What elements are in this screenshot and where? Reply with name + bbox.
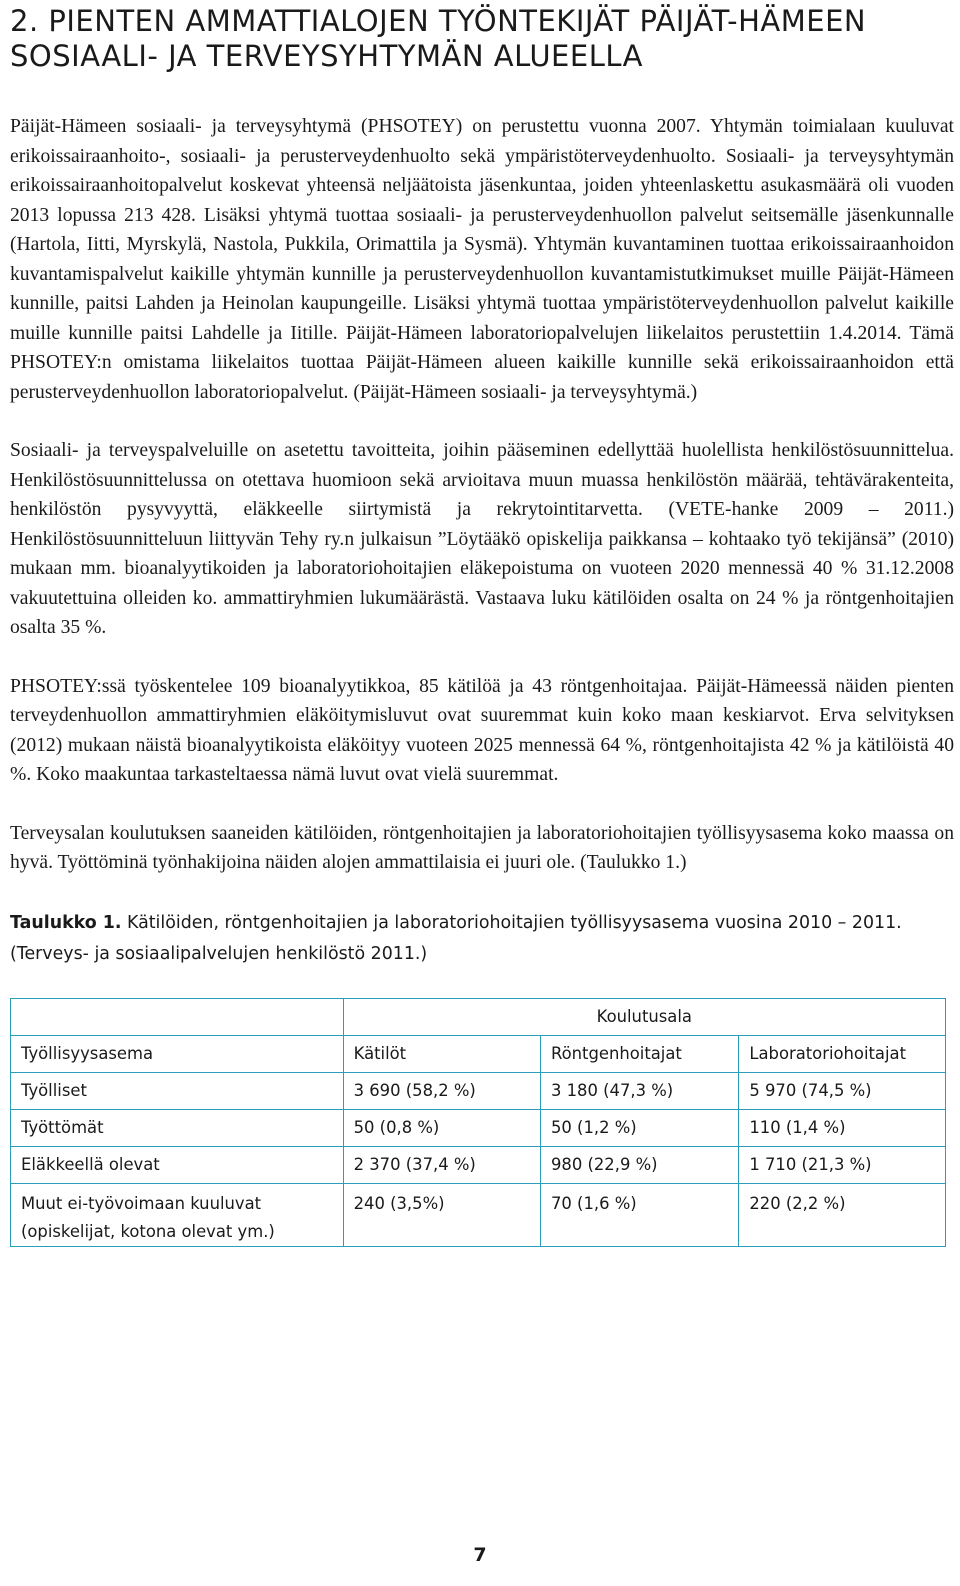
paragraph-2: Sosiaali- ja terveyspalveluille on asetettu tavoitteita, joihin pääseminen edellyttää huolellista henkilöstösuunnittelua. Henkilöstösuunnittelussa on otettava huomioon sekä arvioitava muun muassa henkilöstön määrää, tehtävärakenteita, henkilöstön pysyvyyttä, eläkkeelle siirtymistä ja rekrytointitarvetta. (VETE-hanke 2009 – 2011.) Henkilöstösuunnitteluun liittyvän Tehy ry.n julkaisun ”Löytääkö opiskelija paikkansa – kohtaako työ tekijänsä” (2010) mukaan mm. bioanalyytikoiden ja laboratoriohoitajien eläkepoistuma on vuoteen 2020 mennessä 40 % 31.12.2008 vakuutettuina olleiden ko. ammattiryhmien lukumäärästä. Vastaava luku kätilöiden osalta on 24 % ja röntgenhoitajien osalta 35 %.: [10, 440, 954, 638]
table-header-cell: Laboratoriohoitajat: [739, 1035, 946, 1072]
paragraph-4: Terveysalan koulutuksen saaneiden kätilöiden, röntgenhoitajien ja laboratoriohoitajien työllisyysasema koko maassa on hyvä. Työttöminä työnhakijoina näiden alojen ammattilaisia ei juuri ole. (Taulukko 1.): [10, 822, 954, 873]
table-group-header-row: [11, 998, 946, 1035]
table-cell: Työlliset: [11, 1072, 344, 1109]
table-cell: 2 370 (37,4 %): [343, 1146, 540, 1183]
table-header-cell: Työllisyysasema: [11, 1035, 344, 1072]
table-row: [11, 1072, 946, 1109]
table-cell: 240 (3,5%): [343, 1183, 540, 1246]
table-header-row: [11, 1035, 946, 1072]
table-cell: 50 (1,2 %): [540, 1109, 738, 1146]
table-cell: 50 (0,8 %): [343, 1109, 540, 1146]
table-caption-text: Kätilöiden, röntgenhoitajien ja laboratoriohoitajien työllisyysasema vuosina 2010 – 2011. (Terveys- ja sosiaalipalvelujen henkilöstö 2011.): [10, 912, 902, 964]
section-title: 2. PIENTEN AMMATTIALOJEN TYÖNTEKIJÄT PÄIJÄT-HÄMEEN SOSIAALI- JA TERVEYSYHTYMÄN ALUEELLA: [10, 4, 867, 73]
table-cell: 3 180 (47,3 %): [540, 1072, 738, 1109]
table-cell: 110 (1,4 %): [739, 1109, 946, 1146]
page-number: 7: [473, 1544, 487, 1566]
table-cell: 220 (2,2 %): [739, 1183, 946, 1246]
table-header-cell: Röntgenhoitajat: [540, 1035, 738, 1072]
table-cell: Työttömät: [11, 1109, 344, 1146]
table-cell: 70 (1,6 %): [540, 1183, 738, 1246]
document-page: [10, 0, 954, 1247]
table-cell: 5 970 (74,5 %): [739, 1072, 946, 1109]
table-header-cell: Kätilöt: [343, 1035, 540, 1072]
table-cell: 1 710 (21,3 %): [739, 1146, 946, 1183]
table-group-header: Koulutusala: [343, 998, 945, 1035]
table-row: [11, 1146, 946, 1183]
table-cell: 980 (22,9 %): [540, 1146, 738, 1183]
table-cell: Muut ei-työvoimaan kuuluvat (opiskelijat, kotona olevat ym.): [11, 1183, 344, 1246]
table-empty-corner-cell: [11, 998, 344, 1035]
table-caption: [10, 908, 954, 970]
paragraph-1: Päijät-Hämeen sosiaali- ja terveysyhtymä (PHSOTEY) on perustettu vuonna 2007. Yhtymän toimialaan kuuluvat erikoissairaanhoito-, sosiaali- ja perusterveydenhuolto sekä ympäristöterveydenhuolto. Sosiaali- ja terveysyhtymän erikoissairaanhoitopalvelut koskevat yhteensä neljäätoista jäsenkuntaa, joiden yhteenlaskettu asukasmäärä oli vuoden 2013 lopussa 213 428. Lisäksi yhtymä tuottaa sosiaali- ja perusterveydenhuollon palvelut seitsemälle jäsenkunnalle (Hartola, Iitti, Myrskylä, Nastola, Pukkila, Orimattila ja Sysmä). Yhtymän kuvantaminen tuottaa erikoissairaanhoidon kuvantamispalvelut kaikille yhtymän kunnille ja perusterveydenhuollon kuvantamistutkimukset muille Päijät-Hämeen kunnille, paitsi Lahden ja Heinolan kaupungeille. Lisäksi yhtymä tuottaa ympäristöterveydenhuollon palvelut kaikille muille kunnille paitsi Lahdelle ja Iitille. Päijät-Hämeen laboratoriopalvelujen liikelaitos perustettiin 1.4.2014. Tämä PHSOTEY:n omistama liikelaitos tuottaa Päijät-Hämeen alueen kaikille kunnille sekä erikoissairaanhoidon että perusterveydenhuollon laboratoriopalvelut. (Päijät-Hämeen sosiaali- ja terveysyhtymä.): [10, 116, 954, 403]
table-row: [11, 1183, 946, 1246]
table-row: [11, 1109, 946, 1146]
table-caption-label: Taulukko 1.: [10, 912, 122, 933]
employment-table: [10, 998, 946, 1247]
paragraph-3: PHSOTEY:ssä työskentelee 109 bioanalyytikkoa, 85 kätilöä ja 43 röntgenhoitajaa. Päijät-Hämeessä näiden pienten terveydenhuollon ammattiryhmien eläköitymisluvut ovat suuremmat kuin koko maan keskiarvot. Erva selvityksen (2012) mukaan näistä bioanalyytikoista eläköityy vuoteen 2025 mennessä 64 %, röntgenhoitajista 42 % ja kätilöistä 40 %. Koko maakuntaa tarkasteltaessa nämä luvut ovat vielä suuremmat.: [10, 675, 954, 785]
table-cell: 3 690 (58,2 %): [343, 1072, 540, 1109]
table-cell: Eläkkeellä olevat: [11, 1146, 344, 1183]
